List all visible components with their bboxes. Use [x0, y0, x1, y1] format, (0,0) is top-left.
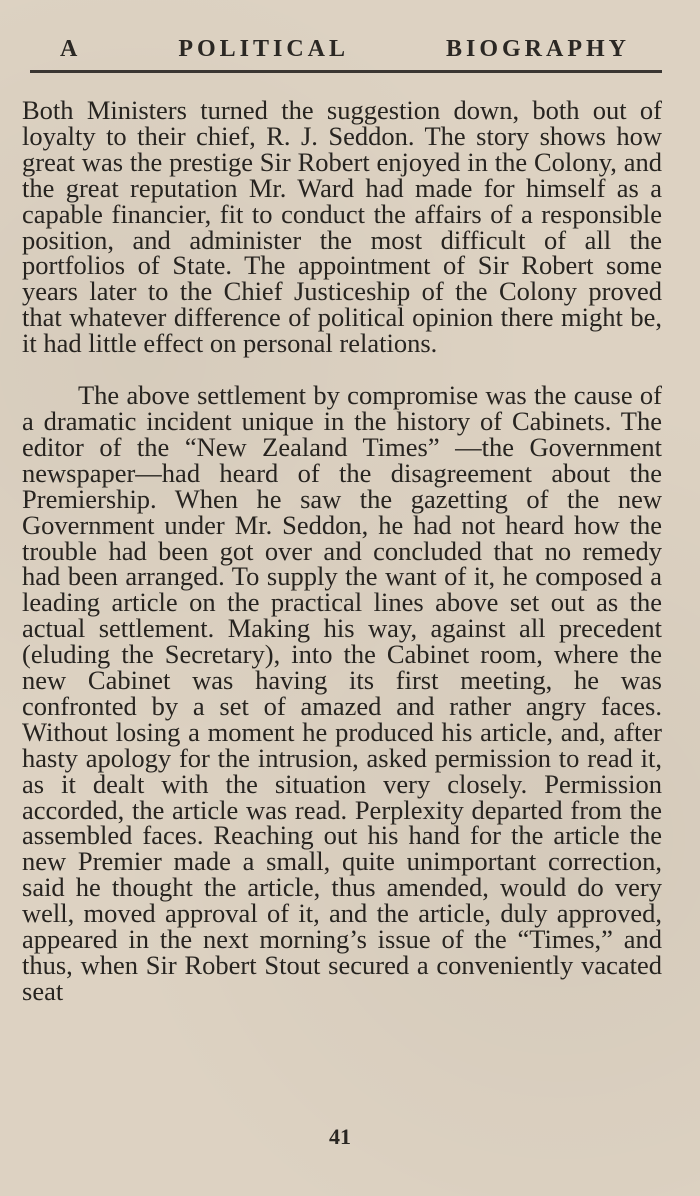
paragraph-1: Both Ministers turned the suggestion down, both out of loyalty to their chief, R. J. Seddon. The story shows how great was the prestige Sir Robert enjoyed in the Colony, and the great reputation Mr. Ward had made for himself as a capable financier, fit to conduct the affairs of a responsible position, and administer the most difficult of all the portfolios of State. The appointment of Sir Robert some years later to the Chief Justiceship of the Colony proved that whatever difference of political opinion there might be, it had little effect on personal relations.: [22, 95, 662, 359]
page-number: 41: [329, 1124, 351, 1149]
running-head: [60, 36, 630, 63]
running-head-biography: BIOGRAPHY: [445, 36, 630, 62]
body-text: [22, 95, 662, 1006]
paragraph-2: The above settlement by compromise was the cause of a dramatic incident unique in the history of Cabinets. The editor of the “New Zealand Times” —the Government newspaper—had heard of the disagreement about the Premiership. When he saw the gazetting of the new Government under Mr. Seddon, he had not heard how the trouble had been got over and concluded that no remedy had been arranged. To supply the want of it, he composed a leading article on the practical lines above set out as the actual settlement. Making his way, against all precedent (eluding the Secretary), into the Cabinet room, where the new Cabinet was having its first meeting, he was confronted by a set of amazed and rather angry faces. Without losing a moment he produced his article, and, after hasty apology for the intrusion, asked permission to read it, as it dealt with the situation very closely. Permission accorded, the article was read. Perplexity departed from the assembled faces. Reaching out his hand for the article the new Premier made a small, quite unimportant correction, said he thought the article, thus amended, would do very well, moved approval of it, and the article, duly approved, appeared in the next morning’s issue of the “Times,” and thus, when Sir Robert Stout secured a conveniently vacated seat: [22, 380, 662, 1006]
running-head-article: A: [60, 36, 82, 62]
header-rule: [30, 70, 662, 73]
running-head-political: POLITICAL: [178, 36, 350, 62]
